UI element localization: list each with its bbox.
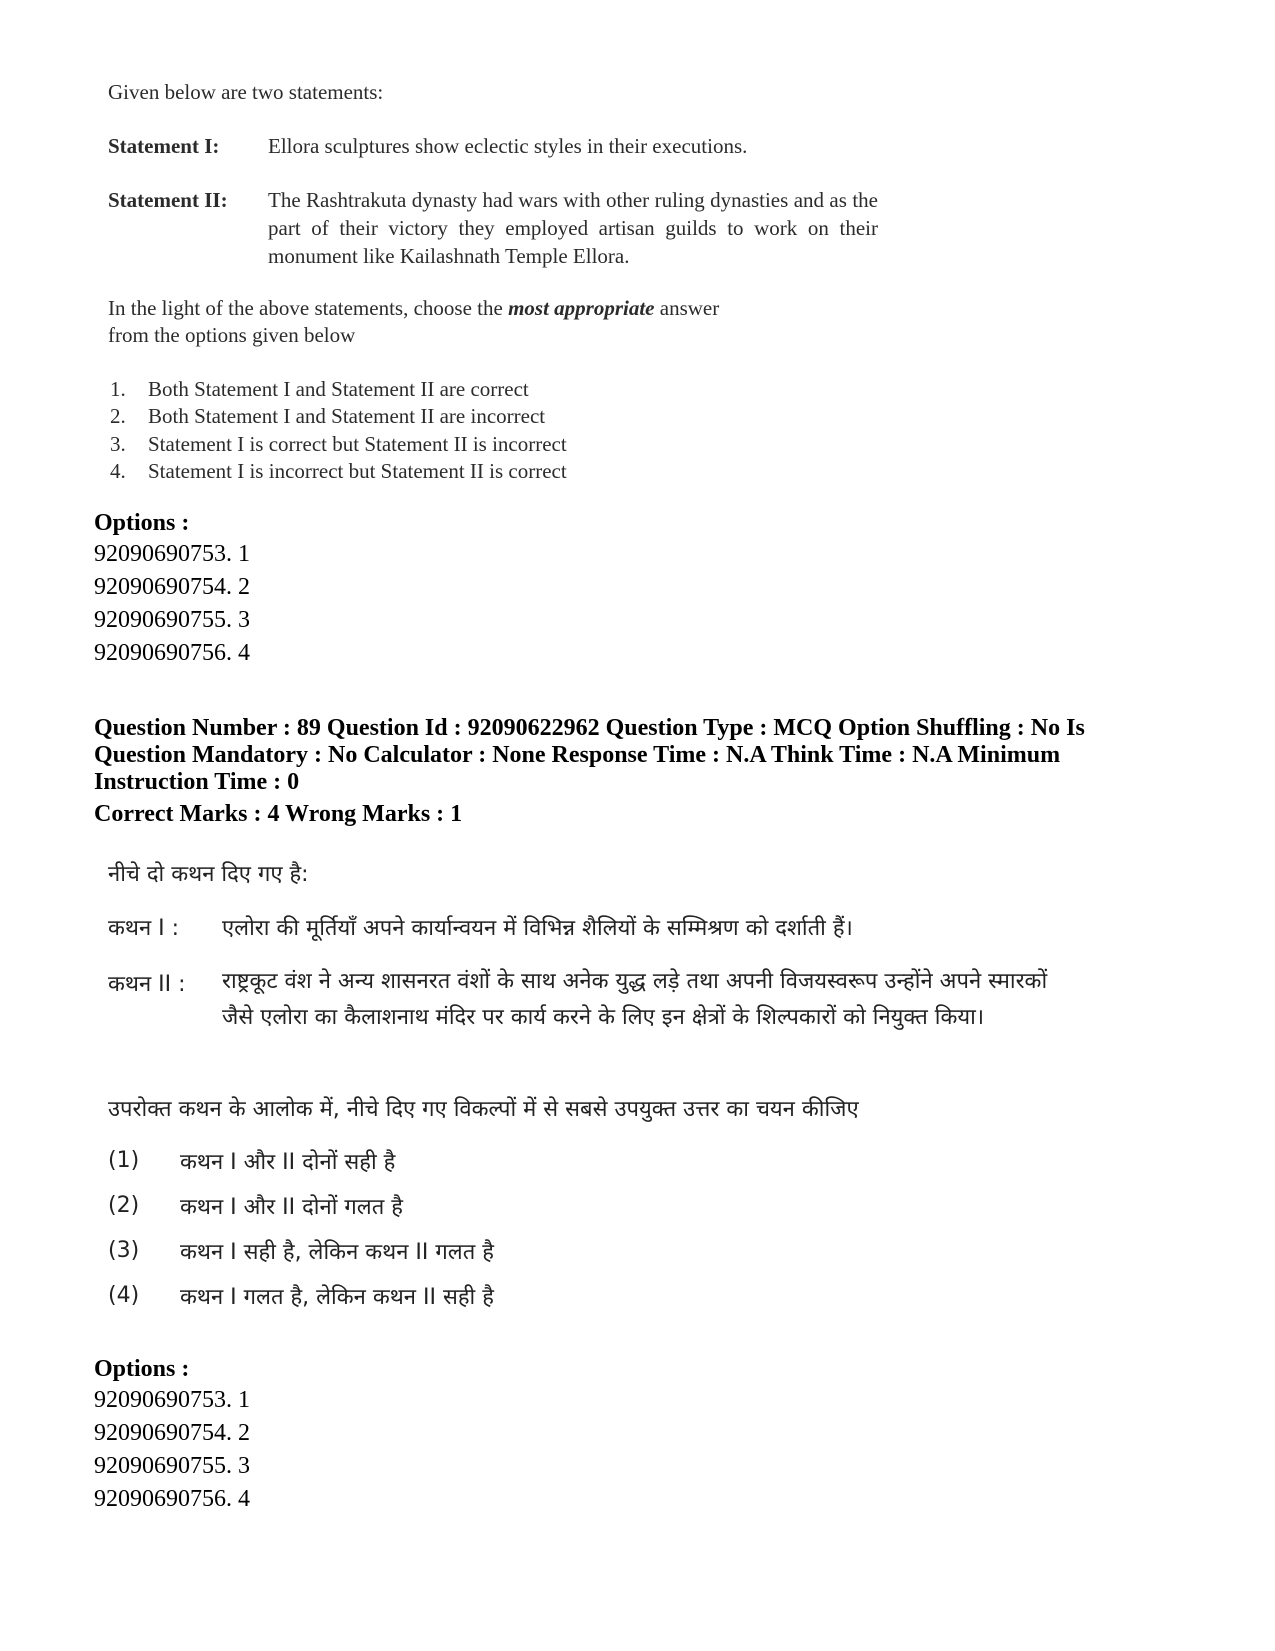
options-label: Options :: [94, 510, 190, 536]
choice-3-text: Statement I is correct but Statement II is incorrect: [148, 432, 567, 456]
marks-line: Correct Marks : 4 Wrong Marks : 1: [94, 801, 463, 827]
statement-1-label: Statement I:: [108, 134, 220, 158]
instruction-pre: In the light of the above statements, choose the: [108, 296, 503, 320]
option-item: 92090690754. 2: [94, 574, 250, 600]
option-item: 92090690754. 2: [94, 1420, 250, 1446]
option-item: 92090690756. 4: [94, 640, 250, 666]
instruction-emphasis: most appropriate: [508, 296, 655, 320]
option-item: 92090690756. 4: [94, 1486, 250, 1512]
choice-3-number: 3.: [110, 432, 126, 456]
question-intro: Given below are two statements:: [108, 80, 384, 104]
instruction-post: answer: [659, 296, 720, 320]
option-item: 92090690755. 3: [94, 1453, 250, 1479]
choice-1-text: Both Statement I and Statement II are correct: [148, 377, 529, 401]
instruction-line-1: [108, 296, 719, 321]
hindi-choice-2-number: (2): [108, 1193, 140, 1218]
hindi-choice-3-text: कथन I सही है, लेकिन कथन II गलत है: [180, 1240, 494, 1265]
hindi-choice-4-text: कथन I गलत है, लेकिन कथन II सही है: [180, 1285, 494, 1310]
statement-1-text: Ellora sculptures show eclectic styles in their executions.: [268, 134, 748, 158]
option-item: 92090690755. 3: [94, 607, 250, 633]
instruction-line-2: from the options given below: [108, 323, 356, 347]
choice-4-text: Statement I is incorrect but Statement II is correct: [148, 459, 567, 483]
option-item: 92090690753. 1: [94, 1387, 250, 1413]
choice-1-number: 1.: [110, 377, 126, 401]
hindi-choice-4-number: (4): [108, 1283, 140, 1308]
choice-2-number: 2.: [110, 404, 126, 428]
statement-2-text: The Rashtrakuta dynasty had wars with other ruling dynasties and as the part of their victory they employed artisan guilds to work on their monument like Kailashnath Temple Ellora.: [268, 188, 878, 268]
hindi-statement-2-label: कथन II :: [108, 972, 186, 997]
hindi-statement-1-text: एलोरा की मूर्तियाँ अपने कार्यान्वयन में विभिन्न शैलियों के सम्मिश्रण को दर्शाती हैं।: [222, 916, 853, 941]
hindi-instruction: उपरोक्त कथन के आलोक में, नीचे दिए गए विकल्पों में से सबसे उपयुक्त उत्तर का चयन कीजिए: [108, 1097, 859, 1122]
hindi-choice-1-text: कथन I और II दोनों सही है: [180, 1150, 396, 1175]
meta-line-2: Question Mandatory : No Calculator : None Response Time : N.A Think Time : N.A Minimum: [94, 742, 1061, 768]
choice-4-number: 4.: [110, 459, 126, 483]
hindi-statement-2-text: राष्ट्रकूट वंश ने अन्य शासनरत वंशों के साथ अनेक युद्ध लड़े तथा अपनी विजयस्वरूप उन्होंने अपने स्मारकों जैसे एलोरा का कैलाशनाथ मंदिर पर कार्य करने के लिए इन क्षेत्रों के शिल्पकारों को नियुक्त किया।: [222, 969, 1048, 1030]
hindi-intro: नीचे दो कथन दिए गए है:: [108, 862, 309, 887]
meta-line-1: Question Number : 89 Question Id : 92090622962 Question Type : MCQ Option Shuffling : No Is: [94, 715, 1085, 741]
choice-2-text: Both Statement I and Statement II are incorrect: [148, 404, 546, 428]
meta-line-3: Instruction Time : 0: [94, 769, 300, 795]
hindi-choice-2-text: कथन I और II दोनों गलत है: [180, 1195, 403, 1220]
statement-2-label: Statement II:: [108, 188, 228, 212]
option-item: 92090690753. 1: [94, 541, 250, 567]
hindi-statement-1-label: कथन I :: [108, 916, 180, 941]
hindi-choice-1-number: (1): [108, 1148, 140, 1173]
hindi-choice-3-number: (3): [108, 1238, 140, 1263]
options-label: Options :: [94, 1356, 190, 1382]
